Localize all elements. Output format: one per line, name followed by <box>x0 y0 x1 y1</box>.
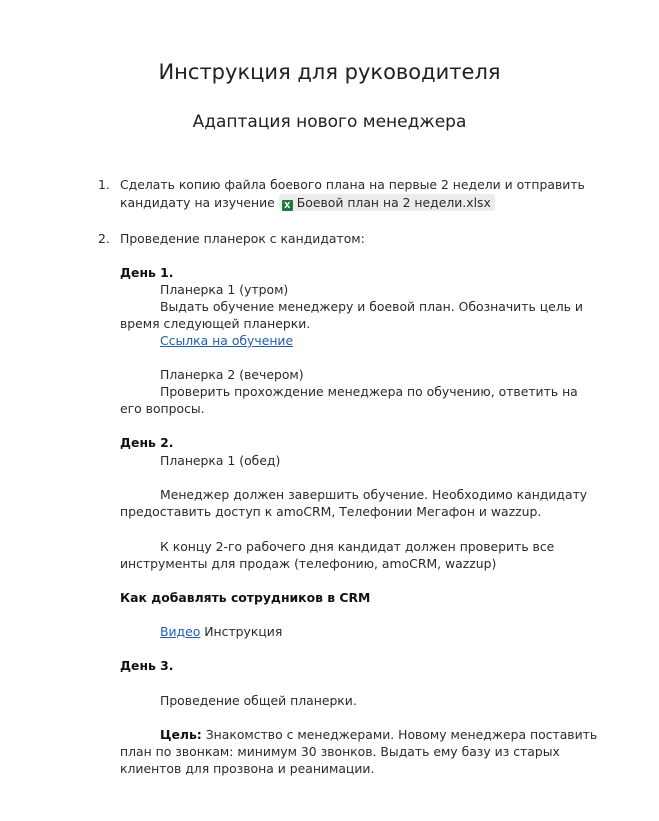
day1-meeting2-title: Планерка 2 (вечером) <box>160 367 304 382</box>
list-item-1-line2 <box>120 194 495 211</box>
day1-meeting1-line1: Выдать обучение менеджеру и боевой план. Обозначить цель и <box>160 299 583 314</box>
list-number-1: 1. <box>98 177 110 192</box>
day2-p2-line1: К концу 2-го рабочего дня кандидат должен проверить все <box>160 539 555 554</box>
day2-p2-line2: инструменты для продаж (телефонию, amoCRM, wazzup) <box>120 556 497 571</box>
day3-heading: День 3. <box>120 658 174 673</box>
spreadsheet-icon: X <box>282 200 293 211</box>
day3-goal-line3: клиентов для прозвона и реанимации. <box>120 761 375 776</box>
list-item-2-text: Проведение планерок с кандидатом: <box>120 231 365 246</box>
list-number-2: 2. <box>98 231 110 246</box>
day1-meeting1-line2: время следующей планерки. <box>120 316 311 331</box>
day3-meeting: Проведение общей планерки. <box>160 693 357 708</box>
goal-text-1: Знакомство с менеджерами. Новому менеджера поставить <box>205 727 598 742</box>
video-suffix: Инструкция <box>204 624 283 639</box>
crm-video-line <box>160 623 282 640</box>
day3-goal-line1 <box>160 726 597 743</box>
day1-meeting1-title: Планерка 1 (утром) <box>160 282 289 297</box>
day2-heading: День 2. <box>120 435 174 450</box>
file-chip[interactable] <box>279 194 495 211</box>
video-link[interactable]: Видео <box>160 624 201 639</box>
list-item-1-line1: Сделать копию файла боевого плана на первые 2 недели и отправить <box>120 177 585 192</box>
day2-p1-line1: Менеджер должен завершить обучение. Необходимо кандидату <box>160 487 588 502</box>
list-item-1-prefix: кандидату на изучение <box>120 195 275 210</box>
document-subtitle: Адаптация нового менеджера <box>192 112 467 132</box>
crm-heading: Как добавлять сотрудников в CRM <box>120 590 371 605</box>
day1-heading: День 1. <box>120 265 174 280</box>
training-link[interactable]: Ссылка на обучение <box>160 333 294 348</box>
document-title: Инструкция для руководителя <box>158 60 501 84</box>
day1-meeting2-line2: его вопросы. <box>120 401 205 416</box>
file-chip-label: Боевой план на 2 недели.xlsx <box>296 195 491 210</box>
day2-meeting1-title: Планерка 1 (обед) <box>160 453 281 468</box>
day1-meeting2-line1: Проверить прохождение менеджера по обучению, ответить на <box>160 384 578 399</box>
day3-goal-line2: план по звонкам: минимум 30 звонков. Выдать ему базу из старых <box>120 744 560 759</box>
goal-label: Цель: <box>160 727 202 742</box>
day2-p1-line2: предоставить доступ к amoCRM, Телефонии Мегафон и wazzup. <box>120 504 542 519</box>
